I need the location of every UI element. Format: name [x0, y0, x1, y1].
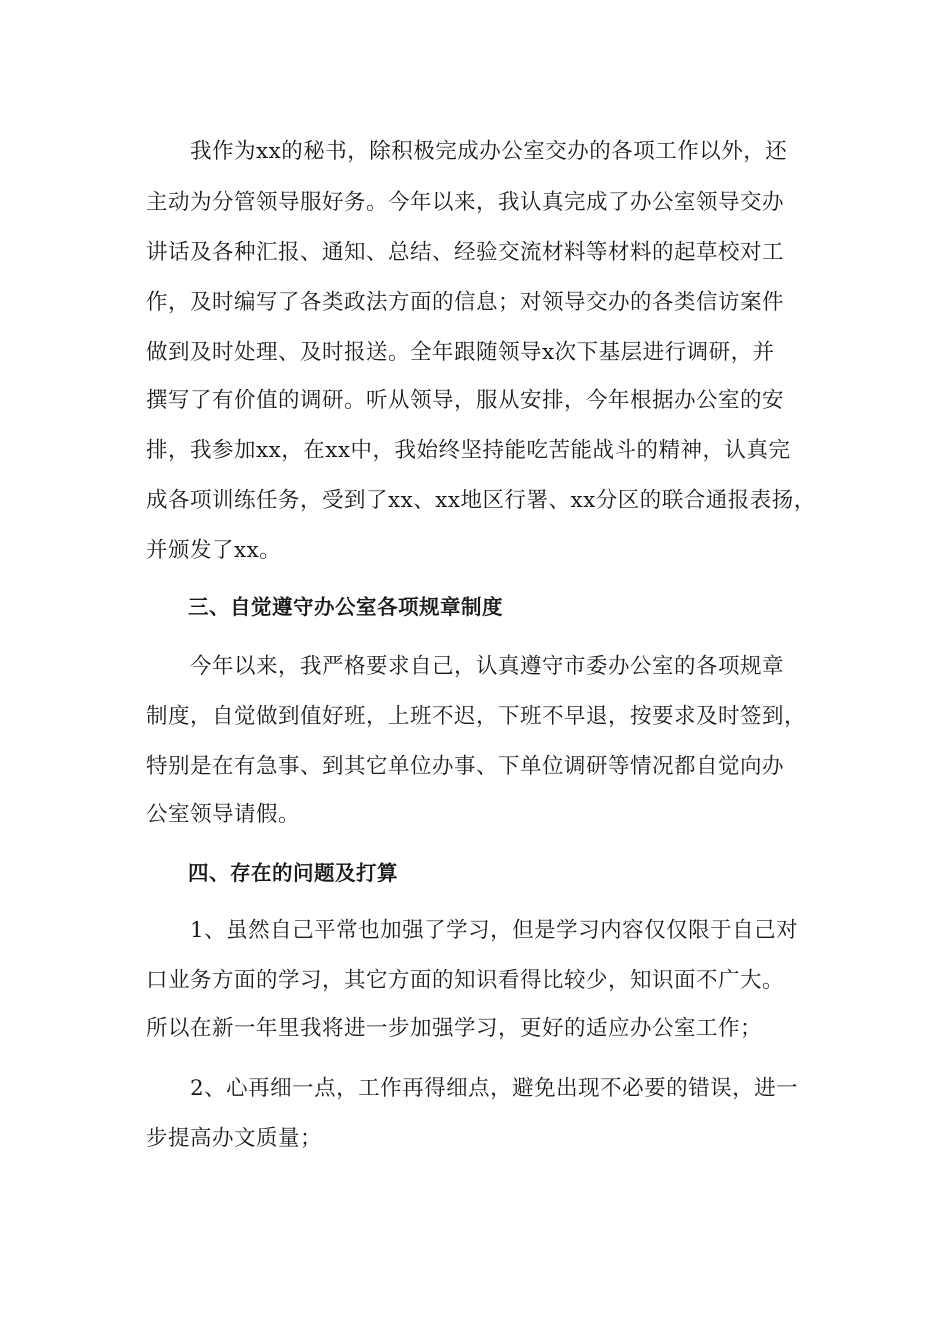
list-item-line: 口业务方面的学习，其它方面的知识看得比较少，知识面不广大。 — [146, 968, 785, 993]
list-item-line: 所以在新一年里我将进一步加强学习，更好的适应办公室工作； — [146, 1016, 763, 1041]
paragraph-line: 公室领导请假。 — [146, 802, 301, 827]
paragraph-line: 主动为分管领导服好务。今年以来，我认真完成了办公室领导交办 — [146, 190, 785, 215]
paragraph-line: 成各项训练任务，受到了xx、xx地区行署、xx分区的联合通报表扬， — [146, 488, 816, 513]
paragraph-line: 并颁发了xx。 — [146, 538, 282, 563]
paragraph-line: 我作为xx的秘书，除积极完成办公室交办的各项工作以外，还 — [146, 139, 788, 164]
paragraph-line: 做到及时处理、及时报送。全年跟随领导x次下基层进行调研，并 — [146, 340, 775, 365]
paragraph-line: 作，及时编写了各类政法方面的信息；对领导交办的各类信访案件 — [146, 290, 785, 315]
paragraph-line: 讲话及各种汇报、通知、总结、经验交流材料等材料的起草校对工 — [146, 240, 785, 265]
paragraph-line: 今年以来，我严格要求自己，认真遵守市委办公室的各项规章 — [146, 654, 785, 679]
list-item-line: 1、虽然自己平常也加强了学习，但是学习内容仅仅限于自己对 — [146, 918, 799, 943]
paragraph-line: 制度，自觉做到值好班，上班不迟，下班不早退，按要求及时签到， — [146, 704, 807, 729]
paragraph-line: 排，我参加xx，在xx中，我始终坚持能吃苦能战斗的精神，认真完 — [146, 438, 791, 463]
paragraph-line: 撰写了有价值的调研。听从领导，服从安排，今年根据办公室的安 — [146, 388, 785, 413]
list-item-line: 2、心再细一点，工作再得细点，避免出现不必要的错误，进一 — [146, 1076, 799, 1101]
section-heading: 四、存在的问题及打算 — [146, 861, 398, 885]
section-heading: 三、自觉遵守办公室各项规章制度 — [146, 595, 503, 619]
paragraph-line: 特别是在有急事、到其它单位办事、下单位调研等情况都自觉向办 — [146, 754, 785, 779]
list-item-line: 步提高办文质量； — [146, 1126, 323, 1151]
